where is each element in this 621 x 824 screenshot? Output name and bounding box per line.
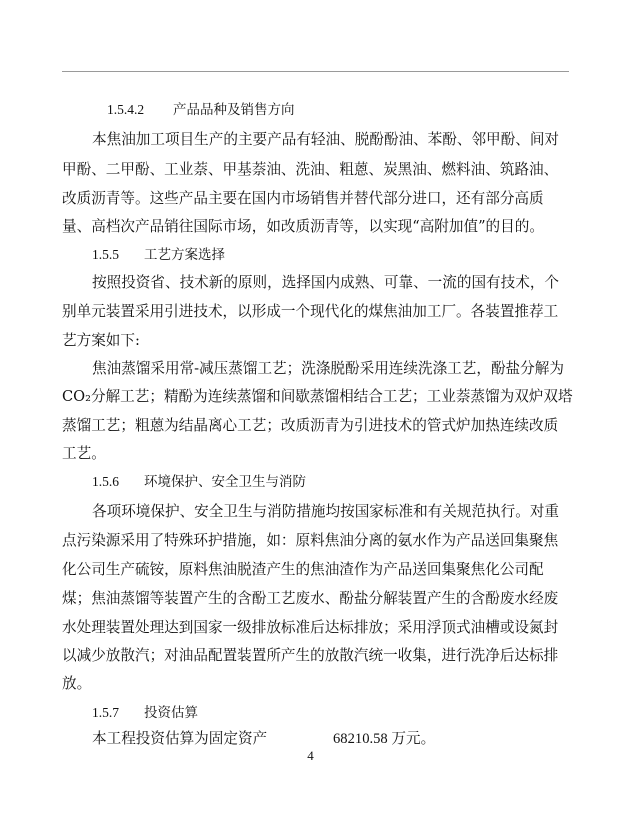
section-number: 1.5.5	[92, 247, 119, 262]
paragraph-line: 甲酚、二甲酚、工业萘、甲基萘油、洗油、粗蒽、炭黑油、燃料油、筑路油、	[62, 161, 559, 178]
section-title: 投资估算	[144, 705, 198, 721]
paragraph-line: 艺方案如下:	[62, 332, 140, 349]
paragraph-line: 水处理装置处理达到国家一级排放标准后达标排放；采用浮顶式油槽或设氮封	[62, 619, 559, 636]
paragraph-line: 蒸馏工艺；粗蒽为结晶离心工艺；改质沥青为引进技术的管式炉加热连续改质	[62, 417, 559, 434]
paragraph-line: 焦油蒸馏采用常-减压蒸馏工艺；洗涤脱酚采用连续洗涤工艺，酚盐分解为	[92, 360, 564, 377]
section-title: 产品品种及销售方向	[173, 102, 295, 118]
section-title: 环境保护、安全卫生与消防	[144, 474, 306, 490]
section-heading-1-5-4-2	[107, 100, 295, 120]
paragraph-line: 煤；焦油蒸馏等装置产生的含酚工艺废水、酚盐分解装置产生的含酚废水经废	[62, 590, 559, 607]
paragraph-line: CO₂分解工艺；精酚为连续蒸馏和间歇蒸馏相结合工艺；工业萘蒸馏为双炉双塔	[62, 388, 573, 405]
section-number: 1.5.7	[92, 705, 119, 720]
paragraph-line: 放。	[62, 675, 92, 692]
section-number: 1.5.6	[92, 474, 119, 489]
paragraph-line: 以减少放散汽；对油品配置装置所产生的放散汽统一收集，进行洗净后达标排	[62, 647, 559, 664]
paragraph-line: 点污染源采用了特殊环护措施，如：原料焦油分离的氨水作为产品送回集聚焦	[62, 532, 559, 549]
paragraph-line: 化公司生产硫铵，原料焦油脱渣产生的焦油渣作为产品送回集聚焦化公司配	[62, 561, 544, 578]
investment-amount: 68210.58 万元。	[333, 731, 436, 747]
paragraph-line: 别单元装置采用引进技术，以形成一个现代化的煤焦油加工厂。各装置推荐工	[62, 303, 559, 320]
paragraph-line: 工艺。	[62, 445, 106, 462]
paragraph-line: 量、高档次产品销往国际市场，如改质沥青等，以实现“高附加值”的目的。	[62, 218, 544, 235]
section-title: 工艺方案选择	[144, 247, 225, 263]
section-heading-1-5-6	[92, 472, 306, 492]
header-rule	[62, 71, 569, 72]
paragraph-line: 各项环境保护、安全卫生与消防措施均按国家标准和有关规范执行。对重	[92, 503, 560, 520]
section-number: 1.5.4.2	[107, 102, 145, 117]
paragraph-line: 按照投资省、技术新的原则，选择国内成熟、可靠、一流的国有技术，个	[92, 274, 560, 291]
section-heading-1-5-5	[92, 245, 225, 265]
page-number: 4	[307, 748, 314, 763]
investment-label: 本工程投资估算为固定资产	[92, 730, 268, 747]
section-heading-1-5-7	[92, 703, 198, 723]
paragraph-line: 改质沥青等。这些产品主要在国内市场销售并替代部分进口，还有部分高质	[62, 190, 544, 207]
paragraph-line: 本焦油加工项目生产的主要产品有轻油、脱酚酚油、苯酚、邻甲酚、间对	[92, 131, 560, 148]
